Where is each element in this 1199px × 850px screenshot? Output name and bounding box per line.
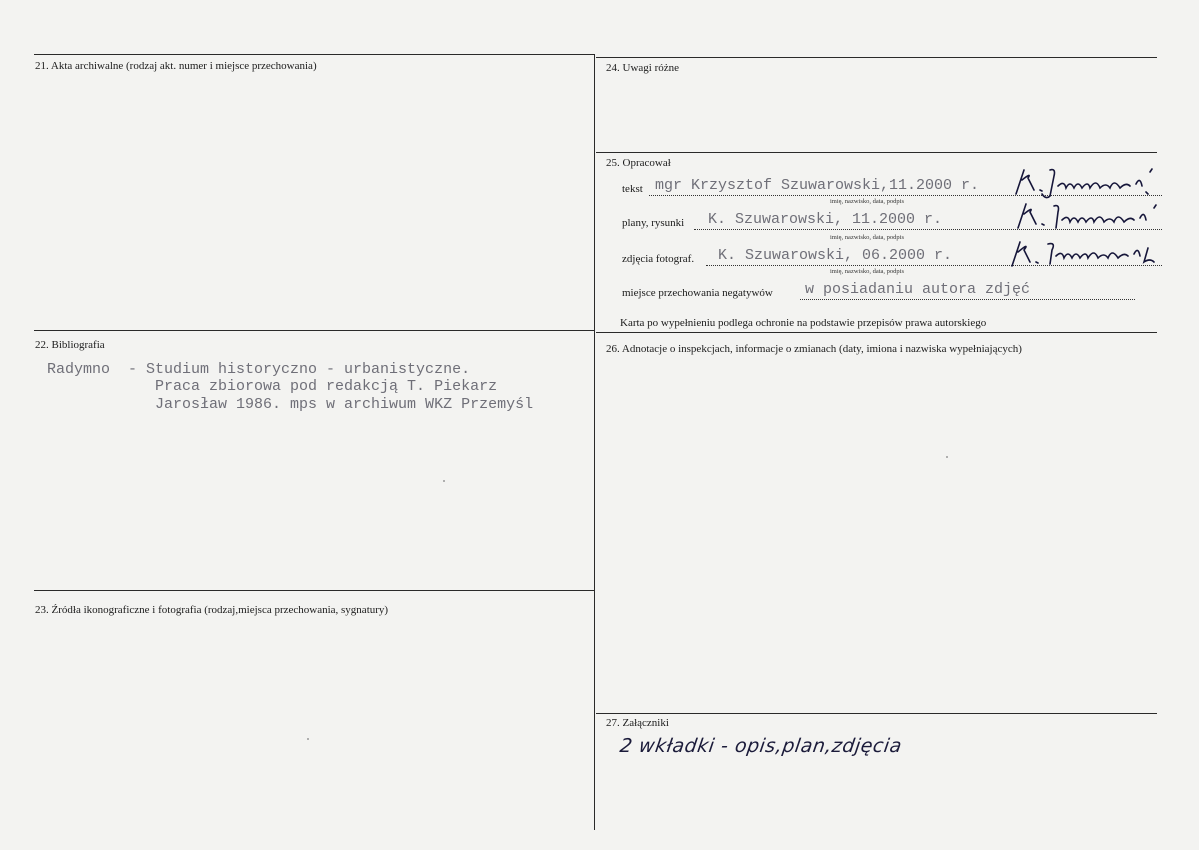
signature-tekst	[1010, 166, 1160, 200]
section-26-title: 26. Adnotacje o inspekcjach, informacje o zmianach (daty, imiona i nazwiska wypełniających)	[606, 343, 1022, 355]
signature-zdjecia	[1004, 236, 1160, 270]
paper-speck	[307, 738, 309, 740]
field-tekst-caption: imię, nazwisko, data, podpis	[830, 198, 905, 205]
signature-plany	[1012, 200, 1162, 234]
section-23-title: 23. Źródła ikonograficzne i fotografia (rodzaj,miejsca przechowania, sygnatury)	[35, 604, 389, 616]
top-rule-left	[34, 54, 594, 55]
section-25-title: 25. Opracował	[606, 157, 671, 169]
copyright-note: Karta po wypełnieniu podlega ochronie na podstawie przepisów prawa autorskiego	[620, 317, 987, 329]
field-plany-label: plany, rysunki	[622, 217, 685, 229]
rule-25-26	[596, 332, 1157, 333]
attachments-handwritten: 2 wkładki - opis,plan,zdjęcia	[618, 735, 904, 757]
paper-speck	[443, 480, 445, 482]
section-22-title: 22. Bibliografia	[35, 339, 105, 351]
bibliography-line-3: Jarosław 1986. mps w archiwum WKZ Przemyśl	[47, 396, 534, 413]
paper-speck	[946, 456, 948, 458]
center-divider	[594, 54, 595, 830]
top-rule-right	[596, 57, 1157, 58]
bibliography-line-1: Radymno - Studium historyczno - urbanistyczne.	[47, 361, 471, 378]
section-24-title: 24. Uwagi różne	[606, 62, 680, 74]
field-zdjecia-caption: imię, nazwisko, data, podpis	[830, 268, 905, 275]
rule-26-27	[596, 713, 1157, 714]
field-zdjecia-value: K. Szuwarowski, 06.2000 r.	[718, 247, 953, 264]
field-zdjecia-label: zdjęcia fotograf.	[622, 253, 695, 265]
field-plany-value: K. Szuwarowski, 11.2000 r.	[708, 211, 943, 228]
field-tekst-label: tekst	[622, 183, 643, 195]
field-negatywy-label: miejsce przechowania negatywów	[622, 287, 773, 299]
rule-24-25	[596, 152, 1157, 153]
rule-22-23	[34, 590, 595, 591]
field-negatywy-value: w posiadaniu autora zdjęć	[805, 281, 1031, 298]
field-plany-caption: imię, nazwisko, data, podpis	[830, 234, 905, 241]
field-negatywy-dotted-line	[800, 299, 1135, 300]
section-27-title: 27. Załączniki	[606, 717, 669, 729]
rule-21-22	[34, 330, 595, 331]
field-tekst-value: mgr Krzysztof Szuwarowski,11.2000 r.	[655, 177, 980, 194]
bibliography-line-2: Praca zbiorowa pod redakcją T. Piekarz	[47, 378, 498, 395]
field-negatywy	[622, 280, 1142, 302]
section-21-title: 21. Akta archiwalne (rodzaj akt. numer i miejsce przechowania)	[35, 60, 317, 72]
